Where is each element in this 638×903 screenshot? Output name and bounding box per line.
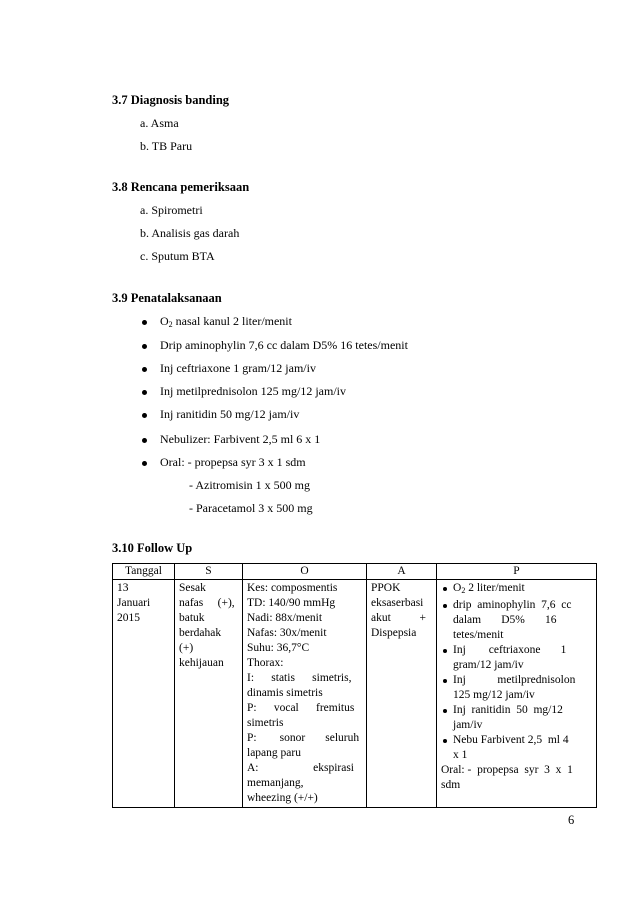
bullet-icon: [142, 320, 147, 325]
cell-p: [437, 580, 597, 808]
cell-s: Sesak nafas (+), batuk berdahak (+) kehijauan: [175, 580, 243, 808]
follow-up-table: [112, 563, 597, 808]
plan-item: Nebu Farbivent 2,5 ml 4 x 1: [441, 733, 592, 763]
plan-item: Inj ranitidin 50 mg/12 jam/iv: [441, 703, 592, 733]
treatment-item: Inj ranitidin 50 mg/12 jam/iv: [160, 407, 300, 421]
table-row: [113, 580, 597, 808]
header-o: O: [243, 564, 367, 580]
bullet-icon: [142, 344, 147, 349]
oral-continuation: - Paracetamol 3 x 500 mg: [189, 501, 313, 515]
plan-oral-cont: sdm: [441, 779, 461, 791]
diagnosis-item-b: b. TB Paru: [140, 139, 193, 153]
header-tanggal: Tanggal: [113, 564, 175, 580]
treatment-o2: $O_2$ nasal kanul 2 liter/menit: [160, 314, 292, 329]
cell-tanggal: 13 Januari 2015: [113, 580, 175, 808]
treatment-item: Oral: - propepsa syr 3 x 1 sdm: [160, 455, 306, 469]
plan-item-o2: $O_2$ 2 liter/menit: [441, 581, 592, 598]
treatment-item: Inj ceftriaxone 1 gram/12 jam/iv: [160, 361, 316, 375]
treatment-item: Drip aminophylin 7,6 cc dalam D5% 16 tetes/menit: [160, 338, 408, 352]
header-s: S: [175, 564, 243, 580]
exam-item-a: a. Spirometri: [140, 203, 203, 217]
oral-continuation: - Azitromisin 1 x 500 mg: [189, 478, 310, 492]
table-header-row: [113, 564, 597, 580]
plan-item: Inj ceftriaxone 1 gram/12 jam/iv: [441, 643, 592, 673]
cell-a: PPOK eksaserbasi akut + Dispepsia: [367, 580, 437, 808]
header-p: P: [437, 564, 597, 580]
bullet-icon: [142, 390, 147, 395]
section-3-8-title: 3.8 Rencana pemeriksaan: [112, 180, 250, 194]
section-3-7-title: 3.7 Diagnosis banding: [112, 93, 230, 107]
bullet-icon: [142, 461, 147, 466]
bullet-icon: [142, 413, 147, 418]
bullet-icon: [142, 438, 147, 443]
header-a: A: [367, 564, 437, 580]
treatment-item: Nebulizer: Farbivent 2,5 ml 6 x 1: [160, 432, 321, 446]
cell-o: Kes: composmentis TD: 140/90 mmHg Nadi: 88x/menit Nafas: 30x/menit Suhu: 36,7°C Thorax: I: statis simetris, dinamis simetris P: vocal fremitus simetris P: sonor seluruh lapang paru A: ekspirasi memanjang, wheezing (+/+): [243, 580, 367, 808]
bullet-icon: [142, 367, 147, 372]
section-3-10-title: 3.10 Follow Up: [112, 541, 193, 555]
section-3-9-title: 3.9 Penatalaksanaan: [112, 291, 222, 305]
treatment-item: Inj metilprednisolon 125 mg/12 jam/iv: [160, 384, 346, 398]
exam-item-b: b. Analisis gas darah: [140, 226, 240, 240]
plan-oral: Oral: - propepsa syr 3 x 1: [441, 764, 573, 776]
exam-item-c: c. Sputum BTA: [140, 249, 215, 263]
page-number: 6: [568, 813, 575, 827]
diagnosis-item-a: a. Asma: [140, 116, 179, 130]
plan-item: drip aminophylin 7,6 cc dalam D5% 16 tetes/menit: [441, 598, 592, 643]
plan-list: [441, 581, 592, 763]
plan-item: Inj metilprednisolon 125 mg/12 jam/iv: [441, 673, 592, 703]
